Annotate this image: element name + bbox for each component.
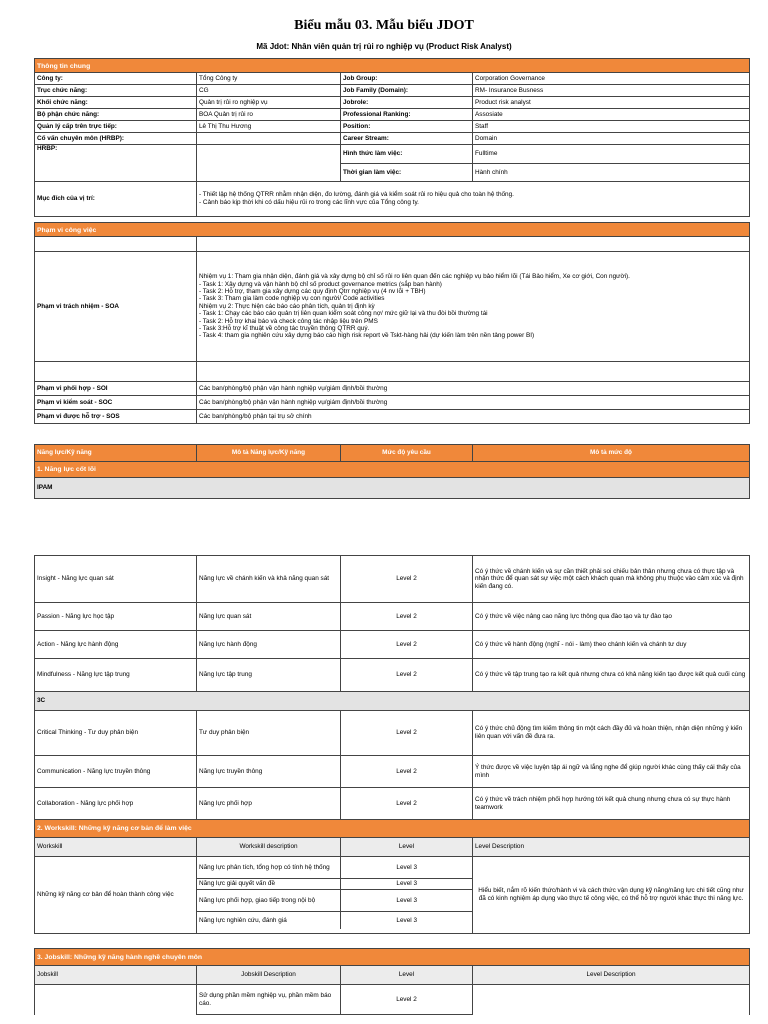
competency-row bbox=[34, 788, 750, 820]
competency-desc: Năng lực phối hợp bbox=[196, 788, 340, 819]
general-row bbox=[34, 73, 750, 85]
general-value: CG bbox=[196, 85, 340, 96]
job-label: Jobrole: bbox=[340, 97, 472, 108]
competency-col-level-desc: Mô tả mức độ bbox=[472, 445, 750, 461]
workskill-body bbox=[34, 857, 750, 934]
competency-name: Insight - Năng lực quan sát bbox=[34, 556, 196, 602]
competency-name: Critical Thinking - Tư duy phản biện bbox=[34, 711, 196, 755]
job-label: Professional Ranking: bbox=[340, 109, 472, 120]
workskill-header: 2. Workskill: Những kỹ năng cơ bản để làm việc bbox=[34, 820, 750, 838]
workskill-item bbox=[197, 857, 472, 879]
c3-label: 3C bbox=[34, 692, 750, 710]
competency-level-desc: Ý thức được về việc luyện tập ái ngữ và lắng nghe để giúp người khác cùng thấy cái thấy của mình bbox=[472, 756, 750, 787]
scope-section bbox=[34, 222, 750, 424]
competency-desc: Năng lực hành động bbox=[196, 631, 340, 658]
general-label: Công ty: bbox=[34, 73, 196, 84]
competency-row bbox=[34, 756, 750, 788]
job-label: Job Group: bbox=[340, 73, 472, 84]
purpose-label: Mục đích của vị trí: bbox=[34, 182, 196, 216]
work-time-label: Thời gian làm việc: bbox=[343, 168, 402, 176]
workskill-items bbox=[196, 857, 472, 933]
document-subtitle: Mã Jdot: Nhân viên quản trị rủi ro nghiệp vụ (Product Risk Analyst) bbox=[256, 42, 512, 51]
workskill-col-level-desc: Level Description bbox=[472, 838, 750, 856]
jobskill-col-name: Jobskill bbox=[34, 966, 196, 984]
competency-desc: Năng lực về chánh kiến và khả năng quan sát bbox=[196, 556, 340, 602]
competency-section bbox=[34, 444, 750, 1015]
competency-level: Level 2 bbox=[340, 631, 472, 658]
job-value: Staff bbox=[472, 121, 750, 132]
scope-row bbox=[34, 410, 750, 424]
job-value: Corporation Governance bbox=[472, 73, 750, 84]
work-time-value: Hành chính bbox=[475, 168, 508, 176]
competency-col-level: Mức độ yêu cầu bbox=[340, 445, 472, 461]
jobskill-col-level: Level bbox=[340, 966, 472, 984]
purpose-text: - Thiết lập hệ thống QTRR nhằm nhận diện, đo lường, đánh giá và kiểm soát rủi ro hiệu quả cho toàn hệ thống. - Cảnh báo kịp thời khi có dấu hiệu rủi ro trong các lĩnh vực của Tổng công ty. bbox=[196, 182, 750, 216]
general-label: Trục chức năng: bbox=[34, 85, 196, 96]
general-row bbox=[34, 121, 750, 133]
job-value: RM- Insurance Busness bbox=[472, 85, 750, 96]
competency-desc: Tư duy phản biện bbox=[196, 711, 340, 755]
c3-row bbox=[34, 692, 750, 711]
c3-table bbox=[34, 711, 750, 820]
competency-level-desc: Có ý thức chủ động tìm kiếm thông tin một cách đầy đủ và hoàn thiện, nhận diện những ý kiến liên quan với vấn đề đưa ra. bbox=[472, 711, 750, 755]
workskill-description: Hiểu biết, nắm rõ kiến thức/hành vi và cách thức vận dụng kỹ năng/năng lực chi tiết cũng như đã có kinh nghiệm áp dụng vào thực tế công việc, có thể hỗ trợ người khác thực thi năng lực. bbox=[472, 857, 750, 933]
general-value bbox=[196, 133, 340, 144]
competency-desc: Năng lực tập trung bbox=[196, 659, 340, 691]
workskill-name: Những kỹ năng cơ bản để hoàn thành công việc bbox=[34, 857, 196, 933]
competency-row bbox=[34, 603, 750, 631]
purpose-row bbox=[34, 182, 750, 217]
competency-row bbox=[34, 631, 750, 659]
workskill-item-desc: Năng lực giải quyết vấn đề bbox=[199, 880, 276, 888]
scope-header: Phạm vi công việc bbox=[34, 222, 750, 237]
scope-label: Phạm vi phối hợp - SOI bbox=[34, 382, 196, 395]
core-competency-header: 1. Năng lực cốt lõi bbox=[34, 462, 750, 478]
scope-value: Các ban/phòng/bộ phận vận hành nghiệp vụ/giám định/bồi thường bbox=[196, 382, 750, 395]
job-value: Assosiate bbox=[472, 109, 750, 120]
competency-level: Level 2 bbox=[340, 603, 472, 630]
competency-level-desc: Có ý thức về hành động (nghĩ - nói - làm) theo chánh kiến và chánh tư duy bbox=[472, 631, 750, 658]
jobskill-row bbox=[34, 985, 750, 1015]
ipam-table bbox=[34, 555, 750, 692]
competency-level-desc: Có ý thức về chánh kiến và sự cần thiết phải soi chiếu bản thân nhưng chưa có thực tập và nhận thức để quan sát sự việc một cách khách quan mà không phụ thuộc vào cảm xúc và định kiến đang có. bbox=[472, 556, 750, 602]
scope-value: Các ban/phòng/bộ phận tại trụ sở chính bbox=[196, 410, 750, 423]
competency-level-desc: Có ý thức về việc nâng cao năng lực thông qua đào tạo và tự đào tạo bbox=[472, 603, 750, 630]
scope-spacer-row bbox=[34, 237, 750, 252]
workskill-col-desc: Workskill description bbox=[196, 838, 340, 856]
general-info-section bbox=[34, 58, 750, 217]
general-value: Quản trị rủi ro nghiệp vụ bbox=[196, 97, 340, 108]
scope-spacer-row-2 bbox=[34, 362, 750, 382]
competency-name: Collaboration - Năng lực phối hợp bbox=[34, 788, 196, 819]
competency-name: Communication - Năng lực truyền thông bbox=[34, 756, 196, 787]
competency-desc: Năng lực quan sát bbox=[196, 603, 340, 630]
hrbp-label: HRBP: bbox=[34, 145, 196, 181]
general-label: Bộ phận chức năng: bbox=[34, 109, 196, 120]
workskill-item-desc: Năng lực phối hợp, giao tiếp trong nội bộ bbox=[199, 896, 316, 904]
workskill-item-level: Level 3 bbox=[340, 912, 472, 929]
scope-other-rows bbox=[34, 382, 750, 424]
workskill-item-level: Level 3 bbox=[340, 857, 472, 878]
scope-row bbox=[34, 382, 750, 396]
workskill-col-name: Workskill bbox=[34, 838, 196, 856]
soa-label: Phạm vi trách nhiệm - SOA bbox=[34, 252, 196, 361]
competency-name: Mindfulness - Năng lực tập trung bbox=[34, 659, 196, 691]
work-type-value: Fulltime bbox=[473, 145, 749, 164]
workskill-item-level: Level 3 bbox=[340, 879, 472, 889]
competency-level: Level 2 bbox=[340, 556, 472, 602]
ipam-label: IPAM bbox=[34, 478, 750, 498]
general-row bbox=[34, 133, 750, 145]
jobskill-name bbox=[34, 985, 196, 1015]
workskill-item bbox=[197, 879, 472, 890]
blank-gap-2 bbox=[34, 934, 750, 948]
ipam-row bbox=[34, 478, 750, 499]
scope-row bbox=[34, 396, 750, 410]
hrbp-row bbox=[34, 145, 750, 182]
scope-label: Phạm vi kiểm soát - SOC bbox=[34, 396, 196, 409]
blank-gap bbox=[34, 499, 750, 555]
workskill-cols bbox=[34, 838, 750, 857]
competency-desc: Năng lực truyền thông bbox=[196, 756, 340, 787]
soa-text: Nhiệm vụ 1: Tham gia nhận diện, đánh giá và xây dựng bộ chỉ số rủi ro liên quan đến các nghiệp vụ bảo hiểm lõi (Tái Bảo hiểm, Xe cơ giới, Con người). - Task 1: Xây dựng và vận hành bộ chỉ số product governance metrics (sắp ban hành) - Task 2: Hỗ trợ, tham gia xây dựng các quy định Qtrr nghiệp vụ (4 nv lõi + TBH) - Task 3: Tham gia làm code nghiệp vụ con người/ Code activities Nhiệm vụ 2: Thực hiện các báo cáo phân tích, quản trị định kỳ - Task 1: Chạy các báo cáo quản trị liên quan kiểm soát công nợ/ mức giữ lại và thu đòi bồi thường tái - Task 2: Hỗ trợ khai báo và check công tác nhập liệu trên PMS - Task 3:Hỗ trợ kĩ thuật về công tác truyền thông QTRR quý. - Task 4: tham gia nghiên cứu xây dựng báo cáo high risk report về Tskt-hàng hải (dự kiến làm trên nền tảng power BI) bbox=[196, 252, 750, 361]
jobskill-col-desc: Jobskill Description bbox=[196, 966, 340, 984]
work-type-label: Hình thức làm việc: bbox=[341, 145, 472, 164]
general-row bbox=[34, 97, 750, 109]
competency-name: Passion - Năng lực học tập bbox=[34, 603, 196, 630]
competency-col-skill: Năng lực/Kỹ năng bbox=[34, 445, 196, 461]
general-label: Quản lý cấp trên trực tiếp: bbox=[34, 121, 196, 132]
scope-value: Các ban/phòng/bộ phận vận hành nghiệp vụ/giám định/bồi thường bbox=[196, 396, 750, 409]
general-label: Cố vấn chuyên môn (HRBP): bbox=[34, 133, 196, 144]
jobskill-desc: Sử dụng phần mềm nghiệp vụ, phần mềm báo cáo. bbox=[196, 985, 340, 1015]
general-row bbox=[34, 109, 750, 121]
job-value: Domain bbox=[472, 133, 750, 144]
hrbp-value bbox=[196, 145, 340, 181]
competency-row bbox=[34, 556, 750, 603]
jobskill-level-desc bbox=[472, 985, 750, 1015]
competency-level-desc: Có ý thức về trách nhiệm phối hợp hướng tới kết quả chung nhưng chưa có sự thực hành teamwork bbox=[472, 788, 750, 819]
general-value: Lê Thị Thu Hương bbox=[196, 121, 340, 132]
competency-row bbox=[34, 711, 750, 756]
workskill-item-desc: Năng lực phân tích, tổng hợp có tính hệ thống bbox=[199, 863, 330, 871]
document-title: Biểu mẫu 03. Mẫu biểu JDOT bbox=[294, 18, 474, 33]
scope-label: Phạm vi được hỗ trợ - SOS bbox=[34, 410, 196, 423]
general-label: Khối chức năng: bbox=[34, 97, 196, 108]
job-label: Career Stream: bbox=[340, 133, 472, 144]
general-info-table bbox=[34, 73, 750, 145]
general-value: BOA Quản trị rủi ro bbox=[196, 109, 340, 120]
general-row bbox=[34, 85, 750, 97]
competency-level: Level 2 bbox=[340, 788, 472, 819]
work-labels bbox=[340, 145, 472, 181]
competency-header-row bbox=[34, 444, 750, 462]
general-value: Tổng Công ty bbox=[196, 73, 340, 84]
job-label: Position: bbox=[340, 121, 472, 132]
work-values bbox=[472, 145, 750, 181]
soa-row bbox=[34, 252, 750, 362]
jobskill-cols bbox=[34, 966, 750, 985]
competency-level: Level 2 bbox=[340, 659, 472, 691]
competency-level: Level 2 bbox=[340, 711, 472, 755]
jobskill-header: 3. Jobskill: Những kỹ năng hành nghề chuyên môn bbox=[34, 948, 750, 966]
jobskill-level: Level 2 bbox=[340, 985, 472, 1015]
workskill-item bbox=[197, 912, 472, 929]
job-value: Product risk analyst bbox=[472, 97, 750, 108]
jobskill-col-level-desc: Level Description bbox=[472, 966, 750, 984]
workskill-col-level: Level bbox=[340, 838, 472, 856]
competency-col-desc: Mô tả Năng lực/Kỹ năng bbox=[196, 445, 340, 461]
job-label: Job Family (Domain): bbox=[340, 85, 472, 96]
general-info-header: Thông tin chung bbox=[34, 58, 750, 73]
competency-row bbox=[34, 659, 750, 692]
workskill-item bbox=[197, 890, 472, 912]
competency-name: Action - Năng lực hành động bbox=[34, 631, 196, 658]
workskill-item-level: Level 3 bbox=[340, 890, 472, 911]
competency-level-desc: Có ý thức về tập trung tạo ra kết quả nhưng chưa có khả năng kiến tạo được kết quả cuối cùng bbox=[472, 659, 750, 691]
workskill-item-desc: Năng lực nghiên cứu, đánh giá bbox=[199, 916, 287, 924]
competency-level: Level 2 bbox=[340, 756, 472, 787]
